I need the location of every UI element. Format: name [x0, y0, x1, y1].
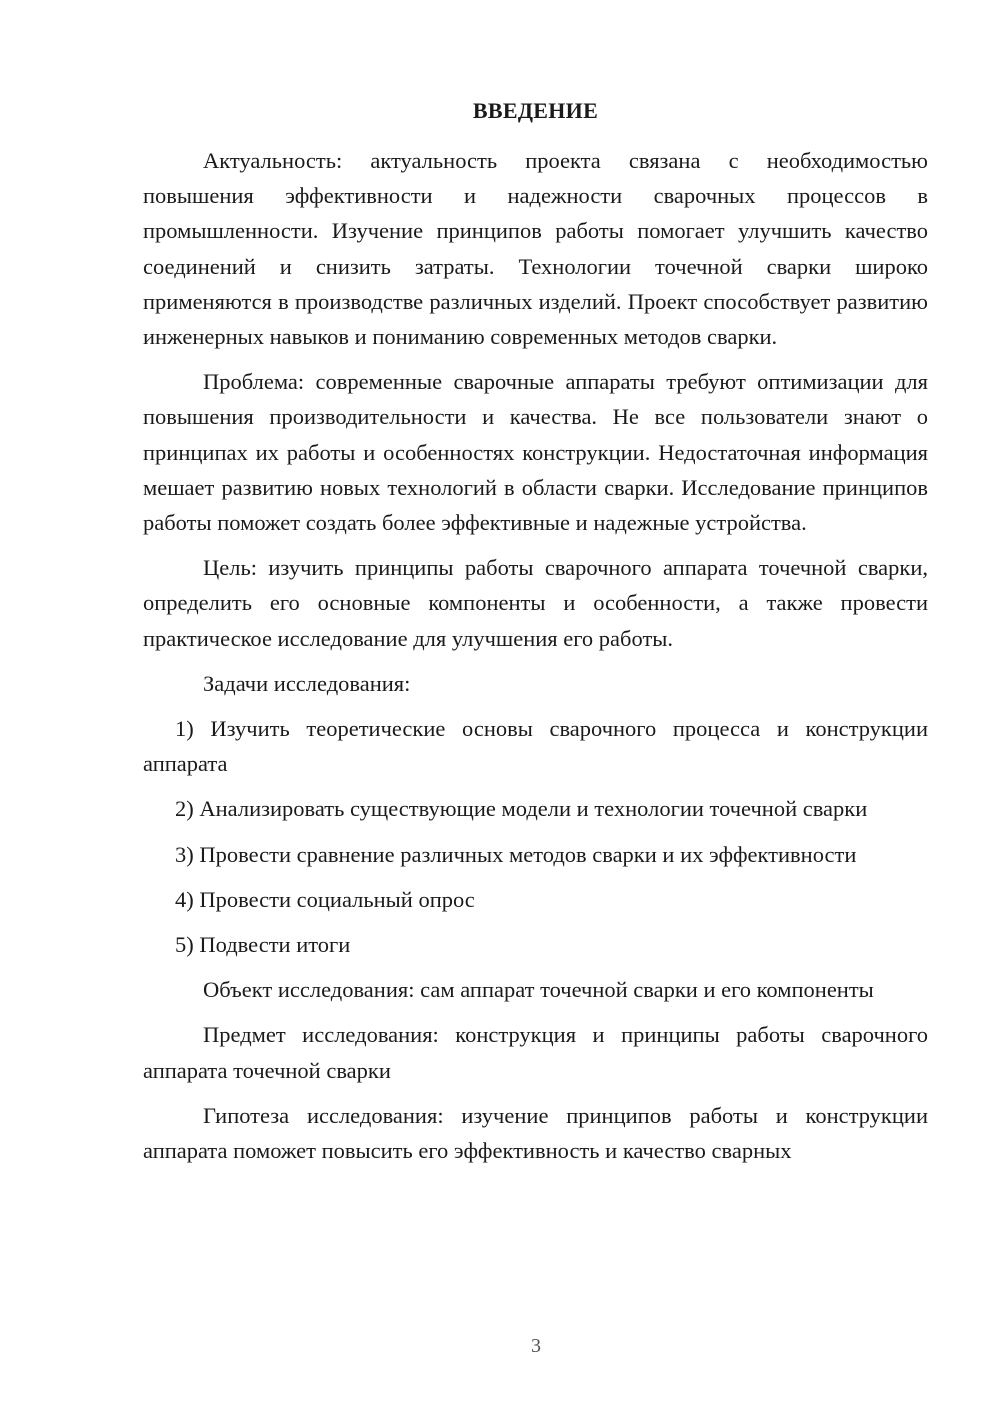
- list-item-task-2: 2) Анализировать существующие модели и технологии точечной сварки: [175, 796, 868, 822]
- list-item-task-3: 3) Провести сравнение различных методов сварки и их эффективности: [175, 841, 857, 867]
- paragraph-goal: Цель: изучить принципы работы сварочного аппарата точечной сварки, определить его основные компоненты и особенности, а также провести практическое исследование для улучшения его работы.: [143, 555, 928, 651]
- paragraph-subject: Предмет исследования: конструкция и принципы работы сварочного аппарата точечной сварки: [143, 1022, 928, 1083]
- paragraph-object: Объект исследования: сам аппарат точечной сварки и его компоненты: [203, 977, 874, 1003]
- section-title: ВВЕДЕНИЕ: [472, 98, 599, 123]
- paragraph-problem: Проблема: современные сварочные аппараты требуют оптимизации для повышения производительности и качества. Не все пользователи знают о принципах их работы и особенностях конструкции. Недостаточная информация мешает развитию новых технологий в области сварки. Исследование принципов работы поможет создать более эффективные и надежные устройства.: [143, 369, 928, 536]
- list-item-task-1: 1) Изучить теоретические основы сварочного процесса и конструкции аппарата: [143, 716, 928, 777]
- paragraph-tasks-heading: Задачи исследования:: [203, 670, 411, 696]
- body-text: [143, 143, 928, 1178]
- paragraph-relevance: Актуальность: актуальность проекта связана с необходимостью повышения эффективности и надежности сварочных процессов в промышленности. Изучение принципов работы помогает улучшить качество соединений и снизить затраты. Технологии точечной сварки широко применяются в производстве различных изделий. Проект способствует развитию инженерных навыков и пониманию современных методов сварки.: [143, 148, 928, 350]
- page-number: 3: [531, 1335, 541, 1357]
- list-item-task-4: 4) Провести социальный опрос: [175, 886, 475, 912]
- paragraph-hypothesis: Гипотеза исследования: изучение принципов работы и конструкции аппарата поможет повысить его эффективность и качество сварных: [143, 1102, 928, 1164]
- list-item-task-5: 5) Подвести итоги: [175, 932, 351, 958]
